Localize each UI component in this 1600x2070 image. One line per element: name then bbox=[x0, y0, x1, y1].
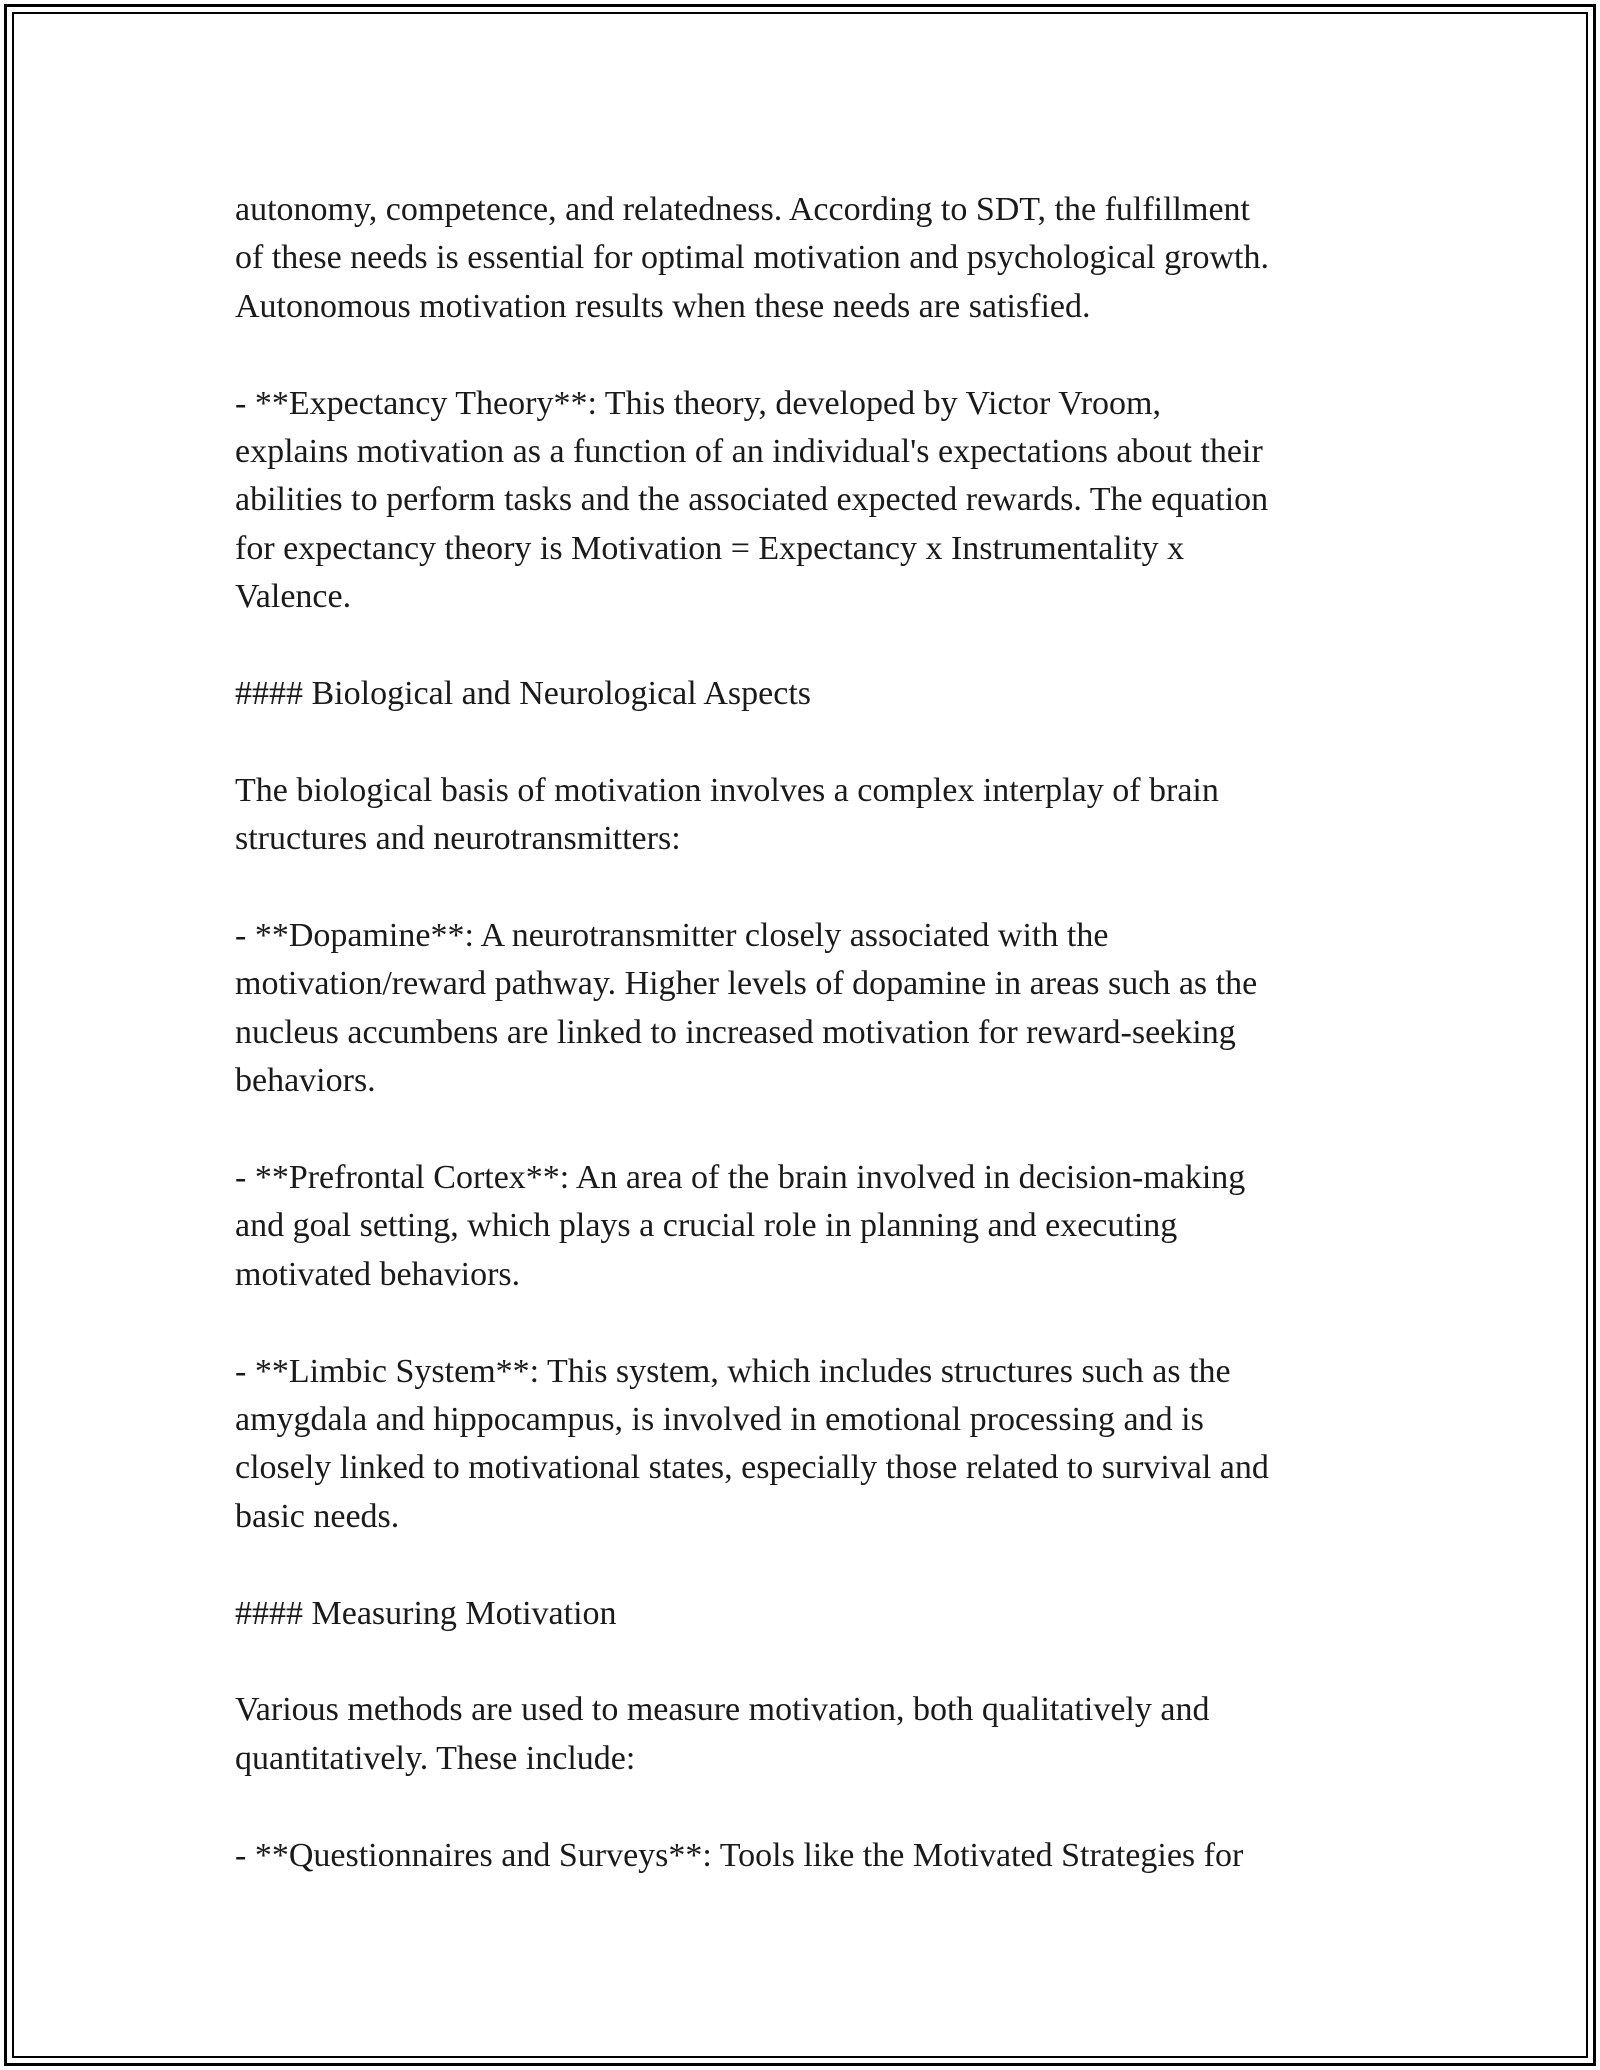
paragraph-limbic-system: - **Limbic System**: This system, which includes structures such as the amygdala and hippocampus, is involved in emotional processing and is closely linked to motivational states, especially those related to survival and basic needs. bbox=[235, 1352, 1269, 1535]
paragraph-measuring-methods: Various methods are used to measure motivation, both qualitatively and quantitatively. These include: bbox=[235, 1691, 1210, 1777]
paragraph-questionnaires: - **Questionnaires and Surveys**: Tools like the Motivated Strategies for bbox=[235, 1836, 1244, 1874]
heading-biological-aspects: #### Biological and Neurological Aspects bbox=[235, 675, 811, 713]
document-body bbox=[235, 186, 1375, 1880]
paragraph-sdt-needs: autonomy, competence, and relatedness. According to SDT, the fulfillment of these needs is essential for optimal motivation and psychological growth. Autonomous motivation results when these needs are satisfied. bbox=[235, 191, 1269, 325]
paragraph-prefrontal-cortex: - **Prefrontal Cortex**: An area of the brain involved in decision-making and goal setting, which plays a crucial role in planning and executing motivated behaviors. bbox=[235, 1159, 1246, 1293]
paragraph-expectancy-theory: - **Expectancy Theory**: This theory, developed by Victor Vroom, explains motivation as a function of an individual's expectations about their abilities to perform tasks and the associated expected rewards. The equation for expectancy theory is Motivation = Expectancy x Instrumentality x Valence. bbox=[235, 384, 1269, 616]
heading-measuring-motivation: #### Measuring Motivation bbox=[235, 1594, 617, 1632]
paragraph-dopamine: - **Dopamine**: A neurotransmitter closely associated with the motivation/reward pathway. Higher levels of dopamine in areas such as the nucleus accumbens are linked to increased motivation for reward-seeking behaviors. bbox=[235, 917, 1258, 1100]
paragraph-biological-basis: The biological basis of motivation involves a complex interplay of brain structures and neurotransmitters: bbox=[235, 771, 1219, 858]
